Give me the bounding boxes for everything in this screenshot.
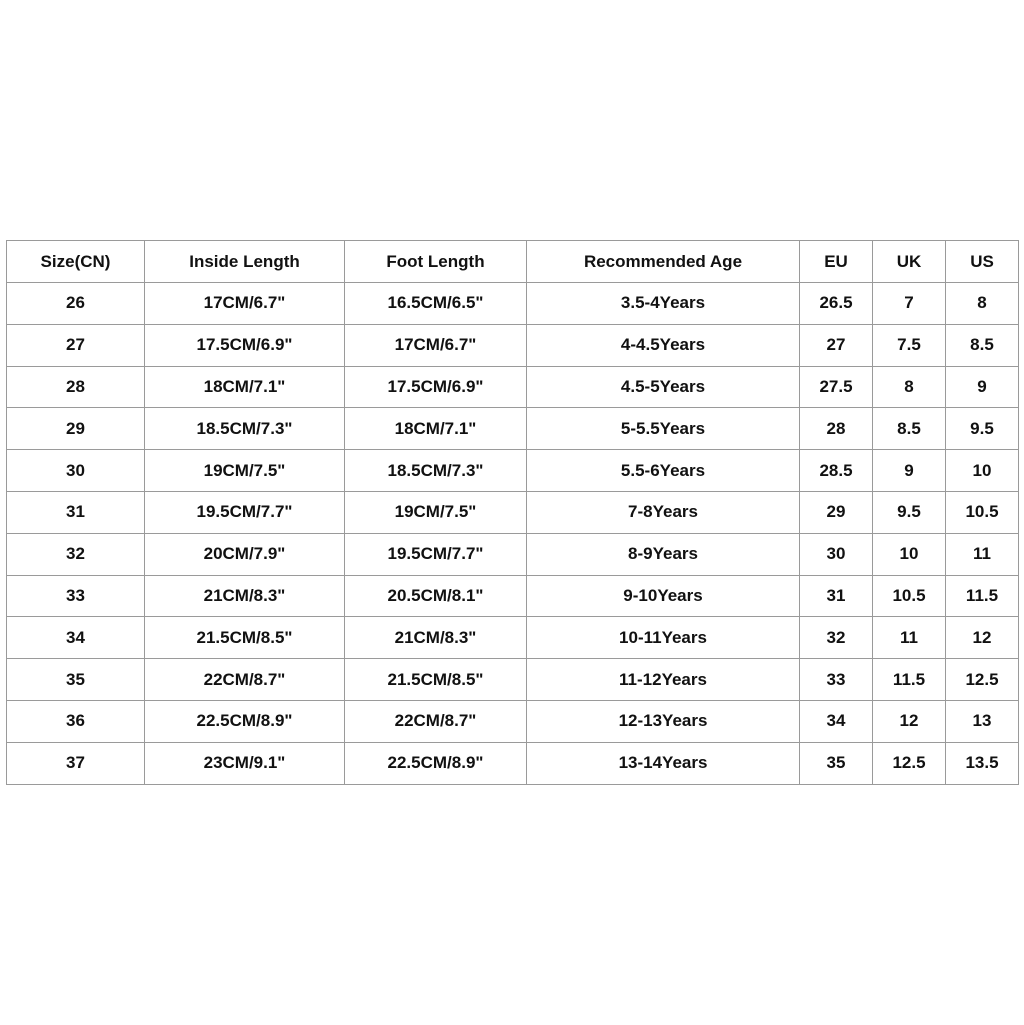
cell-uk-size: 11: [873, 617, 946, 659]
cell-size-cn: 28: [7, 366, 145, 408]
table-row: [7, 742, 1019, 784]
cell-uk-size: 11.5: [873, 659, 946, 701]
table-row: [7, 617, 1019, 659]
column-header-uk-size: UK: [873, 241, 946, 283]
cell-uk-size: 8: [873, 366, 946, 408]
cell-size-cn: 34: [7, 617, 145, 659]
cell-recommended-age: 11-12Years: [527, 659, 800, 701]
cell-foot-length: 16.5CM/6.5": [345, 283, 527, 325]
cell-inside-length: 19CM/7.5": [145, 450, 345, 492]
cell-eu-size: 29: [800, 491, 873, 533]
cell-recommended-age: 5-5.5Years: [527, 408, 800, 450]
cell-foot-length: 20.5CM/8.1": [345, 575, 527, 617]
cell-size-cn: 29: [7, 408, 145, 450]
cell-us-size: 8: [946, 283, 1019, 325]
table-row: [7, 575, 1019, 617]
cell-recommended-age: 7-8Years: [527, 491, 800, 533]
cell-size-cn: 36: [7, 700, 145, 742]
cell-uk-size: 7.5: [873, 324, 946, 366]
cell-inside-length: 23CM/9.1": [145, 742, 345, 784]
cell-us-size: 9: [946, 366, 1019, 408]
cell-recommended-age: 3.5-4Years: [527, 283, 800, 325]
cell-uk-size: 8.5: [873, 408, 946, 450]
cell-eu-size: 34: [800, 700, 873, 742]
column-header-eu-size: EU: [800, 241, 873, 283]
cell-size-cn: 35: [7, 659, 145, 701]
cell-foot-length: 19.5CM/7.7": [345, 533, 527, 575]
cell-inside-length: 21CM/8.3": [145, 575, 345, 617]
cell-eu-size: 28.5: [800, 450, 873, 492]
cell-inside-length: 19.5CM/7.7": [145, 491, 345, 533]
cell-us-size: 12: [946, 617, 1019, 659]
cell-inside-length: 21.5CM/8.5": [145, 617, 345, 659]
cell-us-size: 13.5: [946, 742, 1019, 784]
column-header-inside-length: Inside Length: [145, 241, 345, 283]
table-row: [7, 700, 1019, 742]
cell-size-cn: 26: [7, 283, 145, 325]
table-row: [7, 366, 1019, 408]
cell-foot-length: 21.5CM/8.5": [345, 659, 527, 701]
cell-uk-size: 10.5: [873, 575, 946, 617]
cell-size-cn: 37: [7, 742, 145, 784]
column-header-recommended-age: Recommended Age: [527, 241, 800, 283]
cell-size-cn: 31: [7, 491, 145, 533]
cell-us-size: 13: [946, 700, 1019, 742]
size-chart-body: [7, 283, 1019, 785]
cell-recommended-age: 10-11Years: [527, 617, 800, 659]
table-row: [7, 408, 1019, 450]
cell-uk-size: 7: [873, 283, 946, 325]
cell-eu-size: 31: [800, 575, 873, 617]
table-row: [7, 533, 1019, 575]
table-row: [7, 491, 1019, 533]
cell-foot-length: 19CM/7.5": [345, 491, 527, 533]
cell-foot-length: 22CM/8.7": [345, 700, 527, 742]
cell-inside-length: 17CM/6.7": [145, 283, 345, 325]
header-row: [7, 241, 1019, 283]
cell-recommended-age: 9-10Years: [527, 575, 800, 617]
cell-eu-size: 26.5: [800, 283, 873, 325]
cell-eu-size: 35: [800, 742, 873, 784]
cell-size-cn: 27: [7, 324, 145, 366]
cell-uk-size: 9.5: [873, 491, 946, 533]
cell-foot-length: 22.5CM/8.9": [345, 742, 527, 784]
cell-uk-size: 12: [873, 700, 946, 742]
cell-eu-size: 30: [800, 533, 873, 575]
cell-inside-length: 22CM/8.7": [145, 659, 345, 701]
cell-uk-size: 12.5: [873, 742, 946, 784]
cell-size-cn: 32: [7, 533, 145, 575]
cell-us-size: 11.5: [946, 575, 1019, 617]
cell-recommended-age: 13-14Years: [527, 742, 800, 784]
cell-recommended-age: 4.5-5Years: [527, 366, 800, 408]
cell-us-size: 8.5: [946, 324, 1019, 366]
cell-size-cn: 30: [7, 450, 145, 492]
table-row: [7, 659, 1019, 701]
cell-recommended-age: 5.5-6Years: [527, 450, 800, 492]
cell-size-cn: 33: [7, 575, 145, 617]
cell-eu-size: 27.5: [800, 366, 873, 408]
cell-foot-length: 21CM/8.3": [345, 617, 527, 659]
cell-inside-length: 22.5CM/8.9": [145, 700, 345, 742]
cell-us-size: 9.5: [946, 408, 1019, 450]
cell-us-size: 11: [946, 533, 1019, 575]
cell-inside-length: 17.5CM/6.9": [145, 324, 345, 366]
cell-eu-size: 32: [800, 617, 873, 659]
cell-eu-size: 33: [800, 659, 873, 701]
cell-uk-size: 9: [873, 450, 946, 492]
cell-us-size: 10.5: [946, 491, 1019, 533]
cell-foot-length: 18CM/7.1": [345, 408, 527, 450]
cell-inside-length: 20CM/7.9": [145, 533, 345, 575]
table-row: [7, 450, 1019, 492]
size-chart-table: [6, 240, 1019, 785]
cell-recommended-age: 4-4.5Years: [527, 324, 800, 366]
cell-uk-size: 10: [873, 533, 946, 575]
column-header-foot-length: Foot Length: [345, 241, 527, 283]
table-row: [7, 324, 1019, 366]
cell-foot-length: 17.5CM/6.9": [345, 366, 527, 408]
cell-recommended-age: 12-13Years: [527, 700, 800, 742]
cell-foot-length: 17CM/6.7": [345, 324, 527, 366]
cell-foot-length: 18.5CM/7.3": [345, 450, 527, 492]
column-header-us-size: US: [946, 241, 1019, 283]
cell-inside-length: 18CM/7.1": [145, 366, 345, 408]
cell-us-size: 10: [946, 450, 1019, 492]
cell-eu-size: 27: [800, 324, 873, 366]
cell-eu-size: 28: [800, 408, 873, 450]
table-row: [7, 283, 1019, 325]
cell-inside-length: 18.5CM/7.3": [145, 408, 345, 450]
cell-us-size: 12.5: [946, 659, 1019, 701]
column-header-size-cn: Size(CN): [7, 241, 145, 283]
cell-recommended-age: 8-9Years: [527, 533, 800, 575]
